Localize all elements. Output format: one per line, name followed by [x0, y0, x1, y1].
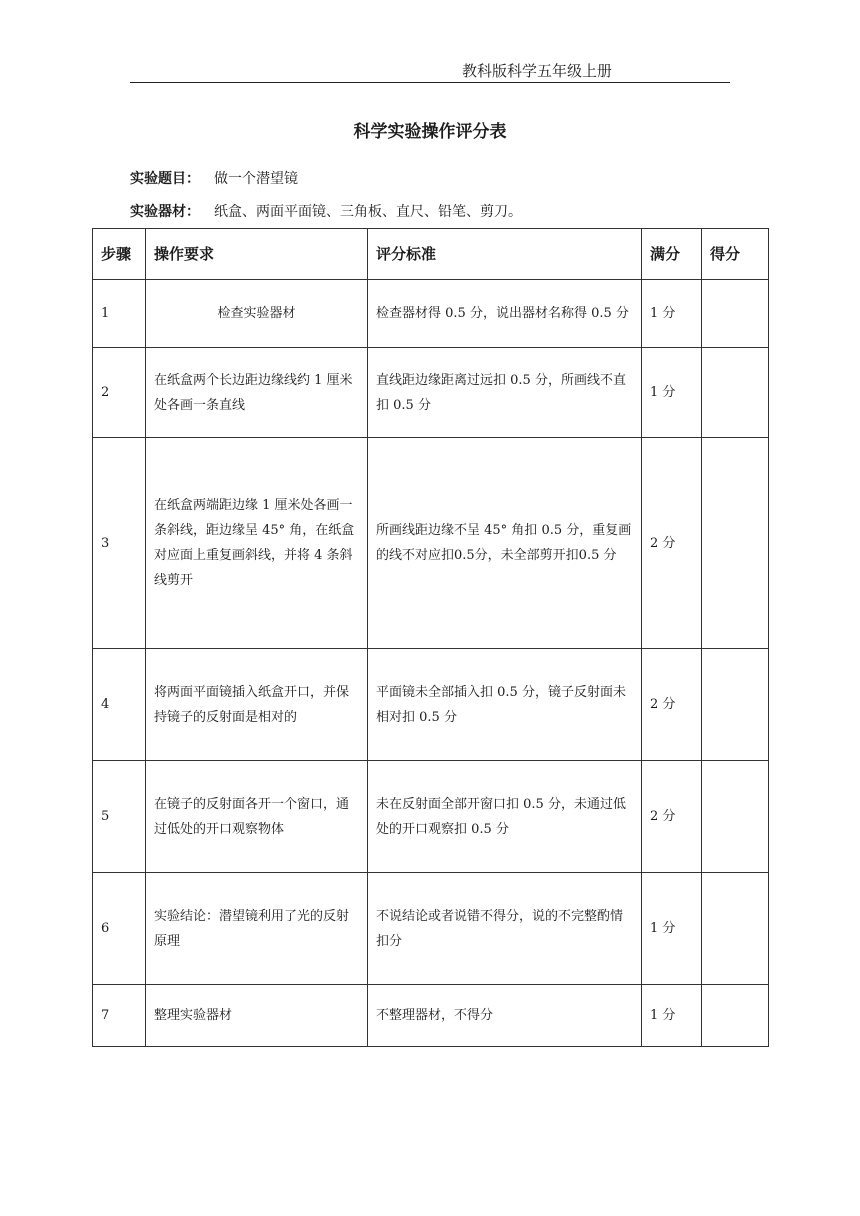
full-score-cell: 1 分: [642, 873, 702, 985]
step-cell: 3: [93, 438, 146, 649]
score-cell[interactable]: [702, 348, 769, 438]
table-row: [93, 348, 769, 438]
step-cell: 4: [93, 649, 146, 761]
full-score-cell: 2 分: [642, 649, 702, 761]
score-cell[interactable]: [702, 438, 769, 649]
score-cell[interactable]: [702, 873, 769, 985]
score-cell[interactable]: [702, 985, 769, 1047]
topic-value: 做一个潜望镜: [214, 171, 298, 187]
header-criteria: 评分标准: [368, 229, 642, 280]
header-text: 教科版科学五年级上册: [461, 62, 612, 80]
requirement-cell: 检查实验器材: [146, 280, 368, 348]
requirement-cell: 将两面平面镜插入纸盒开口，并保持镜子的反射面是相对的: [146, 649, 368, 761]
requirement-cell: 在镜子的反射面各开一个窗口，通过低处的开口观察物体: [146, 761, 368, 873]
step-cell: 7: [93, 985, 146, 1047]
header-full-score: 满分: [642, 229, 702, 280]
header-step: 步骤: [93, 229, 146, 280]
score-cell[interactable]: [702, 761, 769, 873]
scoring-table: [92, 228, 769, 1047]
header-score: 得分: [702, 229, 769, 280]
experiment-topic: [130, 168, 298, 188]
criteria-cell: 直线距边缘距离过远扣 0.5 分，所画线不直扣 0.5 分: [368, 348, 642, 438]
step-cell: 2: [93, 348, 146, 438]
requirement-cell: 整理实验器材: [146, 985, 368, 1047]
step-cell: 1: [93, 280, 146, 348]
criteria-cell: 未在反射面全部开窗口扣 0.5 分，未通过低处的开口观察扣 0.5 分: [368, 761, 642, 873]
table-row: [93, 761, 769, 873]
criteria-cell: 平面镜未全部插入扣 0.5 分，镜子反射面未相对扣 0.5 分: [368, 649, 642, 761]
requirement-cell: 在纸盒两个长边距边缘线约 1 厘米处各画一条直线: [146, 348, 368, 438]
table-row: [93, 280, 769, 348]
experiment-materials: [130, 201, 522, 221]
criteria-cell: 不整理器材，不得分: [368, 985, 642, 1047]
score-cell[interactable]: [702, 280, 769, 348]
full-score-cell: 1 分: [642, 280, 702, 348]
step-cell: 6: [93, 873, 146, 985]
full-score-cell: 2 分: [642, 438, 702, 649]
requirement-cell: 实验结论：潜望镜利用了光的反射原理: [146, 873, 368, 985]
criteria-cell: 检查器材得 0.5 分，说出器材名称得 0.5 分: [368, 280, 642, 348]
table-header-row: [93, 229, 769, 280]
criteria-cell: 不说结论或者说错不得分，说的不完整酌情扣分: [368, 873, 642, 985]
full-score-cell: 1 分: [642, 985, 702, 1047]
table-row: [93, 438, 769, 649]
score-cell[interactable]: [702, 649, 769, 761]
table-row: [93, 873, 769, 985]
full-score-cell: 1 分: [642, 348, 702, 438]
page-header: [130, 58, 730, 83]
table-row: [93, 649, 769, 761]
requirement-cell: 在纸盒两端距边缘 1 厘米处各画一条斜线，距边缘呈 45° 角，在纸盒对应面上重复画斜线，并将 4 条斜线剪开: [146, 438, 368, 649]
header-requirement: 操作要求: [146, 229, 368, 280]
materials-value: 纸盒、两面平面镜、三角板、直尺、铅笔、剪刀。: [214, 204, 522, 220]
full-score-cell: 2 分: [642, 761, 702, 873]
step-cell: 5: [93, 761, 146, 873]
topic-label: 实验题目：: [130, 171, 200, 187]
document-title: 科学实验操作评分表: [353, 122, 507, 142]
table-row: [93, 985, 769, 1047]
criteria-cell: 所画线距边缘不呈 45° 角扣 0.5 分，重复画的线不对应扣0.5分，未全部剪开扣0.5 分: [368, 438, 642, 649]
materials-label: 实验器材：: [130, 204, 200, 220]
